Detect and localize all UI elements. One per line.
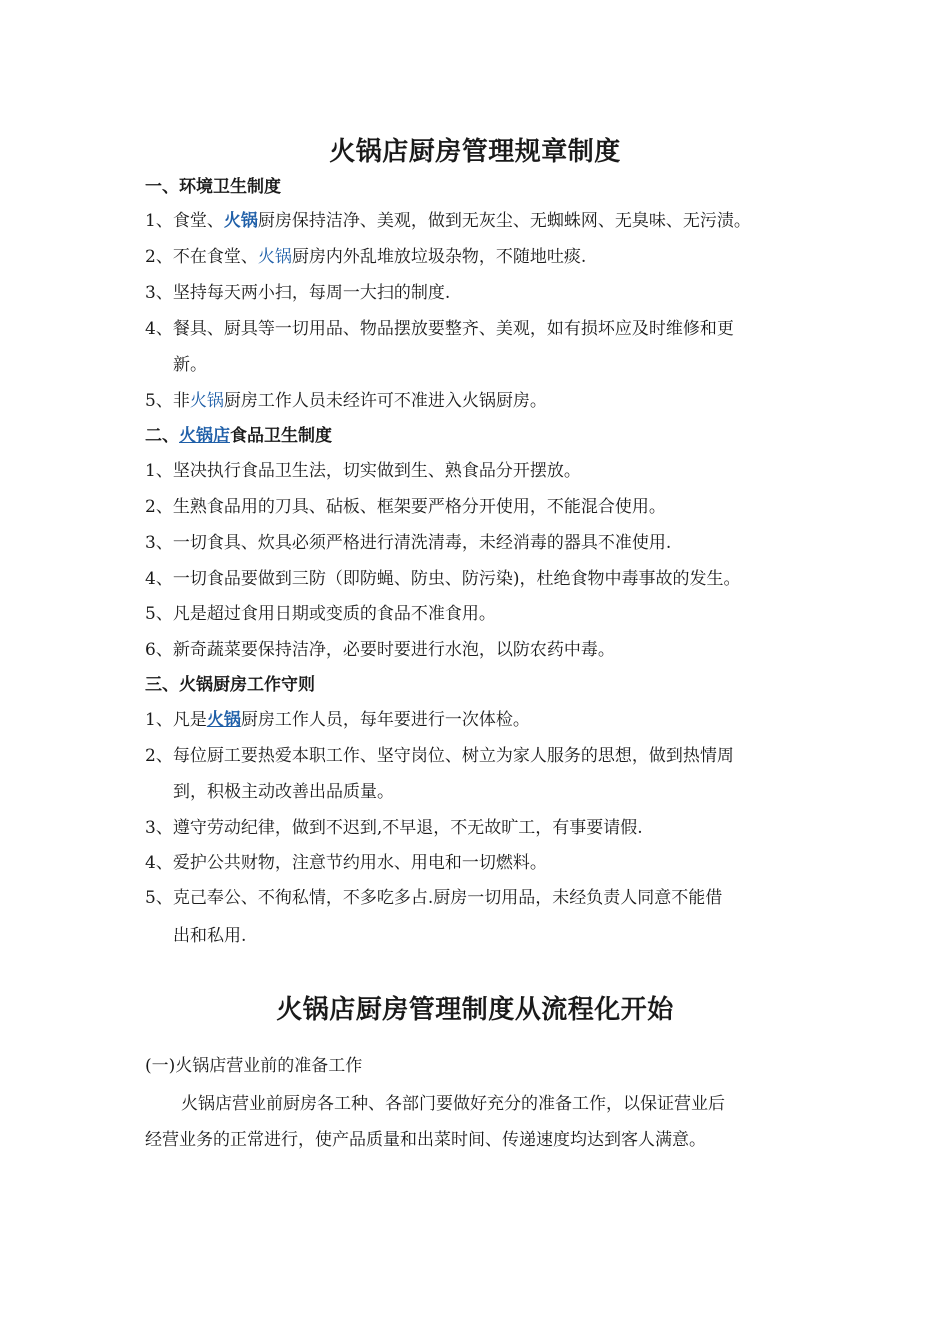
document-title: 火锅店厨房管理规章制度 xyxy=(329,137,621,167)
list-item xyxy=(145,708,530,732)
heading-text: 食品卫生制度 xyxy=(230,426,332,446)
list-item: 4、餐具、厨具等一切用品、物品摆放要整齐、美观，如有损坏应及时维修和更 xyxy=(145,319,734,339)
list-item-continuation: 到，积极主动改善出品质量。 xyxy=(173,782,394,802)
item-text: 厨房内外乱堆放垃圾杂物，不随地吐痰. xyxy=(291,247,587,267)
section-heading-food-hygiene xyxy=(145,424,332,448)
list-item xyxy=(145,245,586,269)
list-item: 3、一切食具、炊具必须严格进行清洗清毒，未经消毒的器具不准使用. xyxy=(145,533,672,553)
keyword-link[interactable]: 火锅店 xyxy=(179,426,230,446)
list-item: 3、遵守劳动纪律，做到不迟到,不早退，不无故旷工，有事要请假. xyxy=(145,818,643,838)
item-text: 1、食堂、 xyxy=(145,211,224,231)
list-item: 4、一切食品要做到三防（即防蝇、防虫、防污染)，杜绝食物中毒事故的发生。 xyxy=(145,569,741,589)
list-item: 1、坚决执行食品卫生法，切实做到生、熟食品分开摆放。 xyxy=(145,461,581,481)
list-item-continuation: 新。 xyxy=(173,355,207,375)
item-text: 5、非 xyxy=(145,391,190,411)
keyword-link[interactable]: 火锅 xyxy=(189,391,224,411)
list-item: 6、新奇蔬菜要保持洁净，必要时要进行水泡，以防农药中毒。 xyxy=(145,640,615,660)
list-item: 2、每位厨工要热爱本职工作、坚守岗位、树立为家人服务的思想，做到热情周 xyxy=(145,746,734,766)
list-item: 3、坚持每天两小扫，每周一大扫的制度. xyxy=(145,283,451,303)
item-text: 2、不在食堂、 xyxy=(145,247,258,267)
paragraph-line: 经营业务的正常进行，使产品质量和出菜时间、传递速度均达到客人满意。 xyxy=(145,1130,706,1150)
list-item-continuation: 出和私用. xyxy=(173,926,247,946)
heading-text: 二、 xyxy=(145,426,179,446)
list-item: 5、凡是超过食用日期或变质的食品不准食用。 xyxy=(145,604,496,624)
item-text: 1、凡是 xyxy=(145,710,207,730)
item-text: 厨房工作人员未经许可不准进入火锅厨房。 xyxy=(223,391,547,411)
list-item xyxy=(145,389,547,413)
paragraph-line: 火锅店营业前厨房各工种、各部门要做好充分的准备工作，以保证营业后 xyxy=(181,1094,725,1114)
keyword-link[interactable]: 火锅 xyxy=(206,710,241,730)
list-item: 5、克己奉公、不徇私情，不多吃多占.厨房一切用品，未经负责人同意不能借 xyxy=(145,888,723,908)
section-title-process: 火锅店厨房管理制度从流程化开始 xyxy=(276,995,674,1025)
item-text: 厨房保持洁净、美观，做到无灰尘、无蜘蛛网、无臭味、无污渍。 xyxy=(257,211,751,231)
keyword-link[interactable]: 火锅 xyxy=(223,211,258,231)
keyword-link[interactable]: 火锅 xyxy=(257,247,292,267)
list-item: 4、爱护公共财物，注意节约用水、用电和一切燃料。 xyxy=(145,853,547,873)
subsection-heading: (一)火锅店营业前的准备工作 xyxy=(145,1056,363,1076)
list-item: 2、生熟食品用的刀具、砧板、框架要严格分开使用，不能混合使用。 xyxy=(145,497,666,517)
section-heading-environment: 一、环境卫生制度 xyxy=(145,177,281,197)
item-text: 厨房工作人员，每年要进行一次体检。 xyxy=(240,710,530,730)
section-heading-work-rules: 三、火锅厨房工作守则 xyxy=(145,675,315,695)
list-item xyxy=(145,209,751,233)
